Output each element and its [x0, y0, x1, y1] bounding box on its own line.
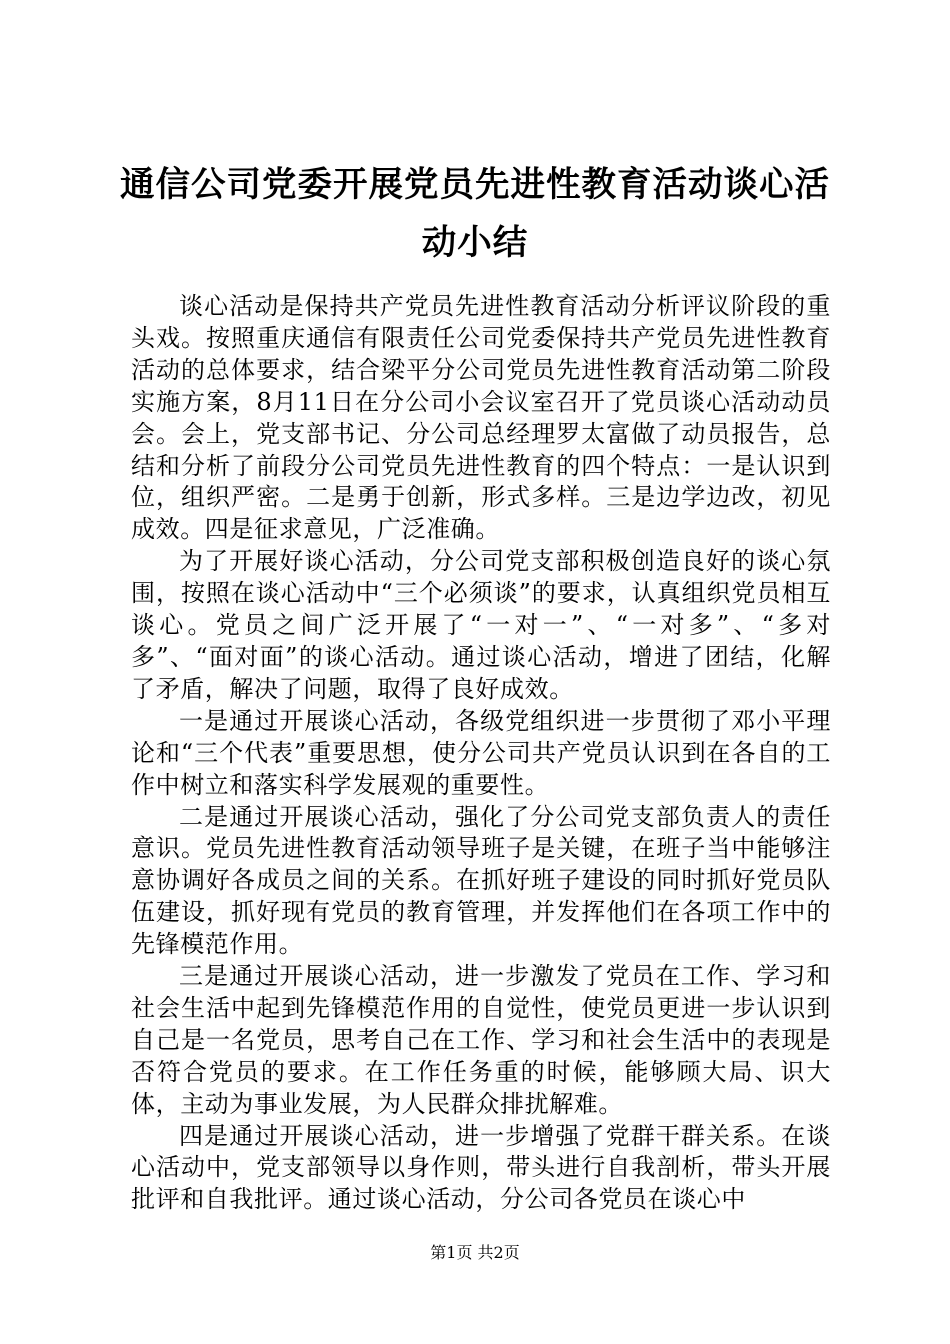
paragraph: 为了开展好谈心活动，分公司党支部积极创造良好的谈心氛围，按照在谈心活动中“三个必须谈”的要求，认真组织党员相互谈心。党员之间广泛开展了“一对一”、“一对多”、“多对多”、“面对面”的谈心活动。通过谈心活动，增进了团结，化解了矛盾，解决了问题，取得了良好成效。 — [131, 547, 831, 703]
paragraph: 三是通过开展谈心活动，进一步激发了党员在工作、学习和社会生活中起到先锋模范作用的自觉性，使党员更进一步认识到自己是一名党员，思考自己在工作、学习和社会生活中的表现是否符合党员的要求。在工作任务重的时候，能够顾大局、识大体，主动为事业发展，为人民群众排扰解难。 — [131, 962, 831, 1118]
paragraph: 一是通过开展谈心活动，各级党组织进一步贯彻了邓小平理论和“三个代表”重要思想，使分公司共产党员认识到在各自的工作中树立和落实科学发展观的重要性。 — [131, 706, 831, 799]
paragraph: 谈心活动是保持共产党员先进性教育活动分析评议阶段的重头戏。按照重庆通信有限责任公司党委保持共产党员先进性教育活动的总体要求，结合梁平分公司党员先进性教育活动第二阶段实施方案，8月11日在分公司小会议室召开了党员谈心活动动员会。会上，党支部书记、分公司总经理罗太富做了动员报告，总结和分析了前段分公司党员先进性教育的四个特点：一是认识到位，组织严密。二是勇于创新，形式多样。三是边学边改，初见成效。四是征求意见，广泛准确。 — [131, 292, 831, 544]
document-body — [131, 291, 831, 1216]
paragraph: 四是通过开展谈心活动，进一步增强了党群干群关系。在谈心活动中，党支部领导以身作则，带头进行自我剖析，带头开展批评和自我批评。通过谈心活动，分公司各党员在谈心中 — [131, 1121, 831, 1214]
document-title: 通信公司党委开展党员先进性教育活动谈心活动小结 — [120, 165, 830, 263]
page-footer: 第1页 共2页 — [430, 1243, 520, 1262]
paragraph: 二是通过开展谈心活动，强化了分公司党支部负责人的责任意识。党员先进性教育活动领导班子是关键，在班子当中能够注意协调好各成员之间的关系。在抓好班子建设的同时抓好党员队伍建设，抓好现有党员的教育管理，并发挥他们在各项工作中的先锋模范作用。 — [131, 802, 831, 959]
